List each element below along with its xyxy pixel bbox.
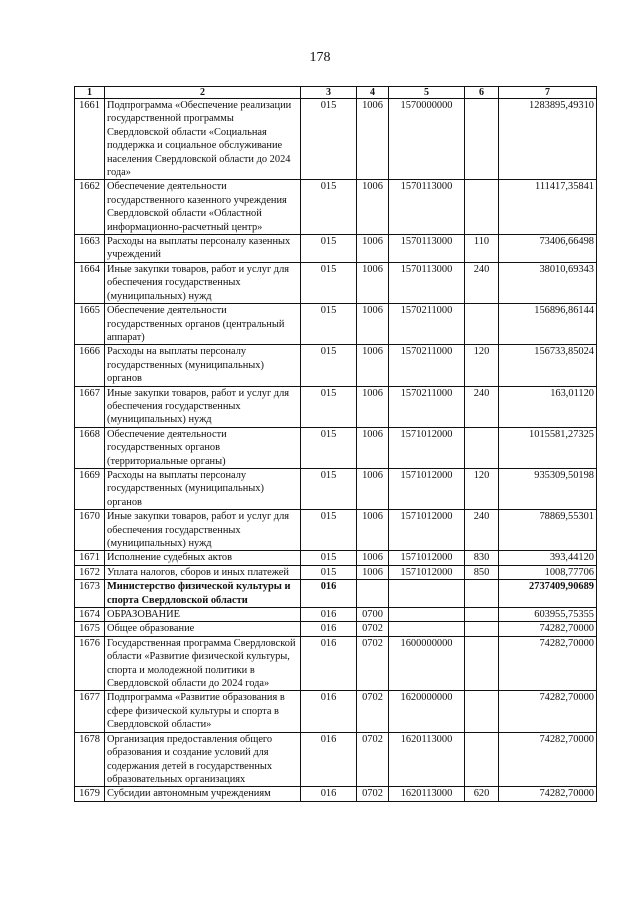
row-expense-type: 110 <box>465 235 499 263</box>
row-expense-type <box>465 732 499 787</box>
row-section-code: 0702 <box>357 636 389 691</box>
row-admin-code: 016 <box>301 608 357 622</box>
row-number: 1667 <box>75 386 105 427</box>
row-amount: 156733,85024 <box>499 345 597 386</box>
table-row <box>75 622 597 636</box>
row-amount: 74282,70000 <box>499 691 597 732</box>
row-name: Организация предоставления общего образования и создание условий для содержания детей в государственных образовательных организациях <box>105 732 301 787</box>
table-row <box>75 565 597 579</box>
row-name: Министерство физической культуры и спорта Свердловской области <box>105 580 301 608</box>
row-expense-type <box>465 427 499 468</box>
row-amount: 163,01120 <box>499 386 597 427</box>
row-number: 1675 <box>75 622 105 636</box>
table-row <box>75 386 597 427</box>
row-section-code: 0702 <box>357 732 389 787</box>
row-name: Обеспечение деятельности государственного казенного учреждения Свердловской области «Областной информационно-расчетный центр» <box>105 180 301 235</box>
row-target-code: 1620113000 <box>389 787 465 801</box>
row-name: Государственная программа Свердловской области «Развитие физической культуры, спорта и молодежной политики в Свердловской области до 2024 года» <box>105 636 301 691</box>
row-expense-type: 240 <box>465 510 499 551</box>
table-row <box>75 235 597 263</box>
table-row <box>75 427 597 468</box>
row-amount: 603955,75355 <box>499 608 597 622</box>
column-header-6: 6 <box>465 87 499 99</box>
row-name: Обеспечение деятельности государственных органов (центральный аппарат) <box>105 304 301 345</box>
row-section-code: 1006 <box>357 180 389 235</box>
row-number: 1661 <box>75 99 105 180</box>
row-number: 1669 <box>75 468 105 509</box>
row-name: Иные закупки товаров, работ и услуг для обеспечения государственных (муниципальных) нужд <box>105 386 301 427</box>
table-row <box>75 345 597 386</box>
table-header <box>75 87 597 99</box>
row-target-code: 1570113000 <box>389 180 465 235</box>
table-row <box>75 304 597 345</box>
table-row <box>75 551 597 565</box>
row-number: 1662 <box>75 180 105 235</box>
row-admin-code: 015 <box>301 262 357 303</box>
column-header-5: 5 <box>389 87 465 99</box>
row-target-code: 1600000000 <box>389 636 465 691</box>
row-target-code: 1620113000 <box>389 732 465 787</box>
row-section-code: 1006 <box>357 235 389 263</box>
budget-table <box>74 86 597 802</box>
row-number: 1672 <box>75 565 105 579</box>
row-expense-type: 830 <box>465 551 499 565</box>
row-admin-code: 016 <box>301 732 357 787</box>
row-section-code: 1006 <box>357 262 389 303</box>
row-section-code: 1006 <box>357 565 389 579</box>
row-admin-code: 015 <box>301 345 357 386</box>
row-amount: 74282,70000 <box>499 636 597 691</box>
page-number: 178 <box>309 50 331 65</box>
row-section-code: 1006 <box>357 304 389 345</box>
row-target-code: 1570211000 <box>389 304 465 345</box>
row-admin-code: 016 <box>301 691 357 732</box>
row-name: Расходы на выплаты персоналу казенных учреждений <box>105 235 301 263</box>
row-name: Уплата налогов, сборов и иных платежей <box>105 565 301 579</box>
row-target-code: 1571012000 <box>389 551 465 565</box>
row-section-code: 1006 <box>357 510 389 551</box>
row-amount: 2737409,90689 <box>499 580 597 608</box>
row-expense-type <box>465 304 499 345</box>
row-number: 1665 <box>75 304 105 345</box>
row-admin-code: 015 <box>301 304 357 345</box>
table-row <box>75 99 597 180</box>
row-admin-code: 016 <box>301 636 357 691</box>
row-section-code: 0702 <box>357 787 389 801</box>
row-target-code: 1571012000 <box>389 510 465 551</box>
row-expense-type <box>465 622 499 636</box>
row-target-code <box>389 580 465 608</box>
row-number: 1679 <box>75 787 105 801</box>
row-admin-code: 015 <box>301 180 357 235</box>
row-amount: 393,44120 <box>499 551 597 565</box>
row-amount: 156896,86144 <box>499 304 597 345</box>
row-name: Иные закупки товаров, работ и услуг для обеспечения государственных (муниципальных) нужд <box>105 510 301 551</box>
row-admin-code: 015 <box>301 510 357 551</box>
column-header-3: 3 <box>301 87 357 99</box>
header-row <box>75 87 597 99</box>
row-name: Расходы на выплаты персоналу государственных (муниципальных) органов <box>105 468 301 509</box>
row-expense-type <box>465 99 499 180</box>
row-section-code: 0702 <box>357 691 389 732</box>
row-number: 1673 <box>75 580 105 608</box>
row-expense-type: 240 <box>465 262 499 303</box>
row-admin-code: 015 <box>301 99 357 180</box>
table-row <box>75 636 597 691</box>
row-number: 1666 <box>75 345 105 386</box>
row-section-code: 1006 <box>357 427 389 468</box>
row-name: Субсидии автономным учреждениям <box>105 787 301 801</box>
row-amount: 74282,70000 <box>499 622 597 636</box>
row-target-code: 1570113000 <box>389 235 465 263</box>
row-name: Подпрограмма «Развитие образования в сфере физической культуры и спорта в Свердловской области» <box>105 691 301 732</box>
row-expense-type <box>465 636 499 691</box>
row-admin-code: 016 <box>301 580 357 608</box>
row-number: 1663 <box>75 235 105 263</box>
row-admin-code: 015 <box>301 565 357 579</box>
row-amount: 111417,35841 <box>499 180 597 235</box>
row-admin-code: 016 <box>301 622 357 636</box>
row-number: 1671 <box>75 551 105 565</box>
row-expense-type: 620 <box>465 787 499 801</box>
row-section-code: 0700 <box>357 608 389 622</box>
row-number: 1677 <box>75 691 105 732</box>
row-amount: 1015581,27325 <box>499 427 597 468</box>
table-row <box>75 262 597 303</box>
row-admin-code: 015 <box>301 468 357 509</box>
column-header-7: 7 <box>499 87 597 99</box>
row-admin-code: 015 <box>301 235 357 263</box>
column-header-2: 2 <box>105 87 301 99</box>
row-target-code: 1570000000 <box>389 99 465 180</box>
row-expense-type: 120 <box>465 345 499 386</box>
table-row <box>75 691 597 732</box>
row-section-code: 1006 <box>357 99 389 180</box>
row-section-code: 1006 <box>357 551 389 565</box>
row-expense-type <box>465 691 499 732</box>
row-target-code: 1571012000 <box>389 565 465 579</box>
row-amount: 38010,69343 <box>499 262 597 303</box>
row-admin-code: 015 <box>301 551 357 565</box>
table-row <box>75 510 597 551</box>
row-name: Расходы на выплаты персоналу государственных (муниципальных) органов <box>105 345 301 386</box>
row-name: Обеспечение деятельности государственных органов (территориальные органы) <box>105 427 301 468</box>
row-section-code <box>357 580 389 608</box>
row-expense-type: 850 <box>465 565 499 579</box>
row-expense-type <box>465 580 499 608</box>
row-section-code: 1006 <box>357 386 389 427</box>
row-number: 1664 <box>75 262 105 303</box>
row-target-code: 1570211000 <box>389 386 465 427</box>
row-admin-code: 015 <box>301 386 357 427</box>
row-expense-type <box>465 180 499 235</box>
row-amount: 935309,50198 <box>499 468 597 509</box>
row-amount: 1283895,49310 <box>499 99 597 180</box>
row-target-code: 1571012000 <box>389 468 465 509</box>
row-expense-type <box>465 608 499 622</box>
row-name: ОБРАЗОВАНИЕ <box>105 608 301 622</box>
row-number: 1668 <box>75 427 105 468</box>
table-body <box>75 99 597 802</box>
table-row <box>75 787 597 801</box>
row-expense-type: 240 <box>465 386 499 427</box>
row-number: 1670 <box>75 510 105 551</box>
column-header-4: 4 <box>357 87 389 99</box>
table-row <box>75 468 597 509</box>
table-row <box>75 580 597 608</box>
row-section-code: 1006 <box>357 345 389 386</box>
row-target-code <box>389 622 465 636</box>
row-target-code: 1571012000 <box>389 427 465 468</box>
row-section-code: 0702 <box>357 622 389 636</box>
row-amount: 73406,66498 <box>499 235 597 263</box>
row-name: Исполнение судебных актов <box>105 551 301 565</box>
row-target-code <box>389 608 465 622</box>
row-admin-code: 016 <box>301 787 357 801</box>
row-number: 1678 <box>75 732 105 787</box>
row-number: 1676 <box>75 636 105 691</box>
row-amount: 78869,55301 <box>499 510 597 551</box>
row-target-code: 1620000000 <box>389 691 465 732</box>
row-amount: 74282,70000 <box>499 732 597 787</box>
row-target-code: 1570113000 <box>389 262 465 303</box>
column-header-1: 1 <box>75 87 105 99</box>
row-expense-type: 120 <box>465 468 499 509</box>
row-name: Подпрограмма «Обеспечение реализации государственной программы Свердловской области «Социальная поддержка и социальное обслуживание населения Свердловской области до 2024 года» <box>105 99 301 180</box>
row-name: Общее образование <box>105 622 301 636</box>
row-name: Иные закупки товаров, работ и услуг для обеспечения государственных (муниципальных) нужд <box>105 262 301 303</box>
row-amount: 1008,77706 <box>499 565 597 579</box>
row-admin-code: 015 <box>301 427 357 468</box>
row-number: 1674 <box>75 608 105 622</box>
table-row <box>75 608 597 622</box>
row-amount: 74282,70000 <box>499 787 597 801</box>
table-row <box>75 180 597 235</box>
row-section-code: 1006 <box>357 468 389 509</box>
row-target-code: 1570211000 <box>389 345 465 386</box>
table-row <box>75 732 597 787</box>
